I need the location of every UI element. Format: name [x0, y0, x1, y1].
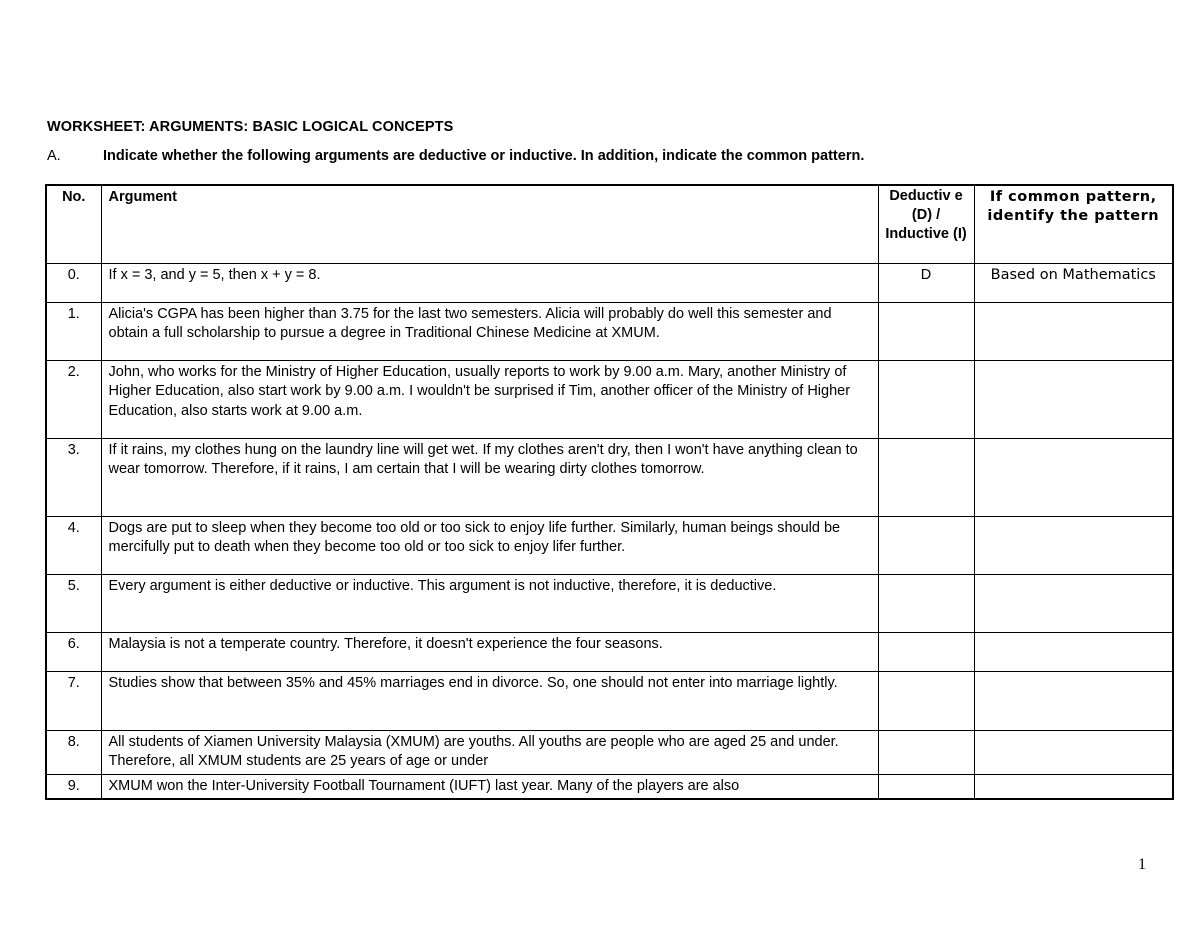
row-argument: If x = 3, and y = 5, then x + y = 8. — [101, 263, 878, 302]
row-argument: Every argument is either deductive or inductive. This argument is not inductive, therefore, it is deductive. — [101, 574, 878, 632]
row-deductive-inductive[interactable] — [878, 730, 974, 774]
table-row — [46, 263, 1173, 302]
section-letter: A. — [47, 148, 61, 164]
row-pattern[interactable] — [974, 360, 1173, 438]
table-row — [46, 574, 1173, 632]
row-number: 4. — [46, 516, 101, 574]
row-deductive-inductive[interactable] — [878, 632, 974, 671]
row-argument: Malaysia is not a temperate country. Therefore, it doesn't experience the four seasons. — [101, 632, 878, 671]
row-number: 3. — [46, 438, 101, 516]
row-number: 0. — [46, 263, 101, 302]
row-argument: Dogs are put to sleep when they become too old or too sick to enjoy life further. Similarly, human beings should be mercifully put to death when they become too old or too sick to enjoy lifer further. — [101, 516, 878, 574]
row-number: 5. — [46, 574, 101, 632]
header-argument: Argument — [101, 185, 878, 263]
row-argument: John, who works for the Ministry of Higher Education, usually reports to work by 9.00 a.m. Mary, another Ministry of Higher Education, also start work by 9.00 a.m. I wouldn't be surprised if Tim, another officer of the Ministry of Higher Education, also starts work at 9.00 a.m. — [101, 360, 878, 438]
worksheet-title: WORKSHEET: ARGUMENTS: BASIC LOGICAL CONCEPTS — [47, 119, 454, 135]
header-no: No. — [46, 185, 101, 263]
table-row — [46, 671, 1173, 730]
row-deductive-inductive[interactable] — [878, 302, 974, 360]
instruction-line — [47, 148, 864, 164]
table-row — [46, 774, 1173, 799]
row-number: 9. — [46, 774, 101, 799]
row-pattern[interactable] — [974, 574, 1173, 632]
row-deductive-inductive[interactable] — [878, 360, 974, 438]
row-number: 8. — [46, 730, 101, 774]
table-row — [46, 302, 1173, 360]
page-number: 1 — [1138, 856, 1146, 873]
row-number: 7. — [46, 671, 101, 730]
row-argument: All students of Xiamen University Malaysia (XMUM) are youths. All youths are people who are aged 25 and under. Therefore, all XMUM students are 25 years of age or under — [101, 730, 878, 774]
header-pattern: If common pattern, identify the pattern — [974, 185, 1173, 263]
row-deductive-inductive[interactable] — [878, 574, 974, 632]
row-deductive-inductive[interactable] — [878, 671, 974, 730]
row-number: 1. — [46, 302, 101, 360]
instruction-text: Indicate whether the following arguments are deductive or inductive. In addition, indicate the common pattern. — [103, 148, 865, 164]
row-pattern[interactable] — [974, 774, 1173, 799]
row-number: 2. — [46, 360, 101, 438]
table-row — [46, 516, 1173, 574]
row-argument: XMUM won the Inter-University Football Tournament (IUFT) last year. Many of the players are also — [101, 774, 878, 799]
row-deductive-inductive[interactable] — [878, 438, 974, 516]
row-pattern[interactable]: Based on Mathematics — [974, 263, 1173, 302]
table-row — [46, 360, 1173, 438]
header-deductive-inductive: Deductiv e (D) / Inductive (I) — [878, 185, 974, 263]
row-pattern[interactable] — [974, 730, 1173, 774]
row-argument: If it rains, my clothes hung on the laundry line will get wet. If my clothes aren't dry, then I won't have anything clean to wear tomorrow. Therefore, if it rains, I am certain that I will be wearing dirty clothes tomorrow. — [101, 438, 878, 516]
row-deductive-inductive[interactable] — [878, 516, 974, 574]
table-row — [46, 730, 1173, 774]
row-deductive-inductive[interactable] — [878, 774, 974, 799]
header-row — [46, 185, 1173, 263]
row-number: 6. — [46, 632, 101, 671]
table-row — [46, 632, 1173, 671]
row-pattern[interactable] — [974, 632, 1173, 671]
row-deductive-inductive[interactable]: D — [878, 263, 974, 302]
row-pattern[interactable] — [974, 302, 1173, 360]
row-pattern[interactable] — [974, 671, 1173, 730]
table-row — [46, 438, 1173, 516]
table-body — [46, 263, 1173, 799]
row-pattern[interactable] — [974, 438, 1173, 516]
row-pattern[interactable] — [974, 516, 1173, 574]
row-argument: Studies show that between 35% and 45% marriages end in divorce. So, one should not enter into marriage lightly. — [101, 671, 878, 730]
arguments-table — [45, 184, 1174, 800]
row-argument: Alicia's CGPA has been higher than 3.75 for the last two semesters. Alicia will probably do well this semester and obtain a full scholarship to pursue a degree in Traditional Chinese Medicine at XMUM. — [101, 302, 878, 360]
